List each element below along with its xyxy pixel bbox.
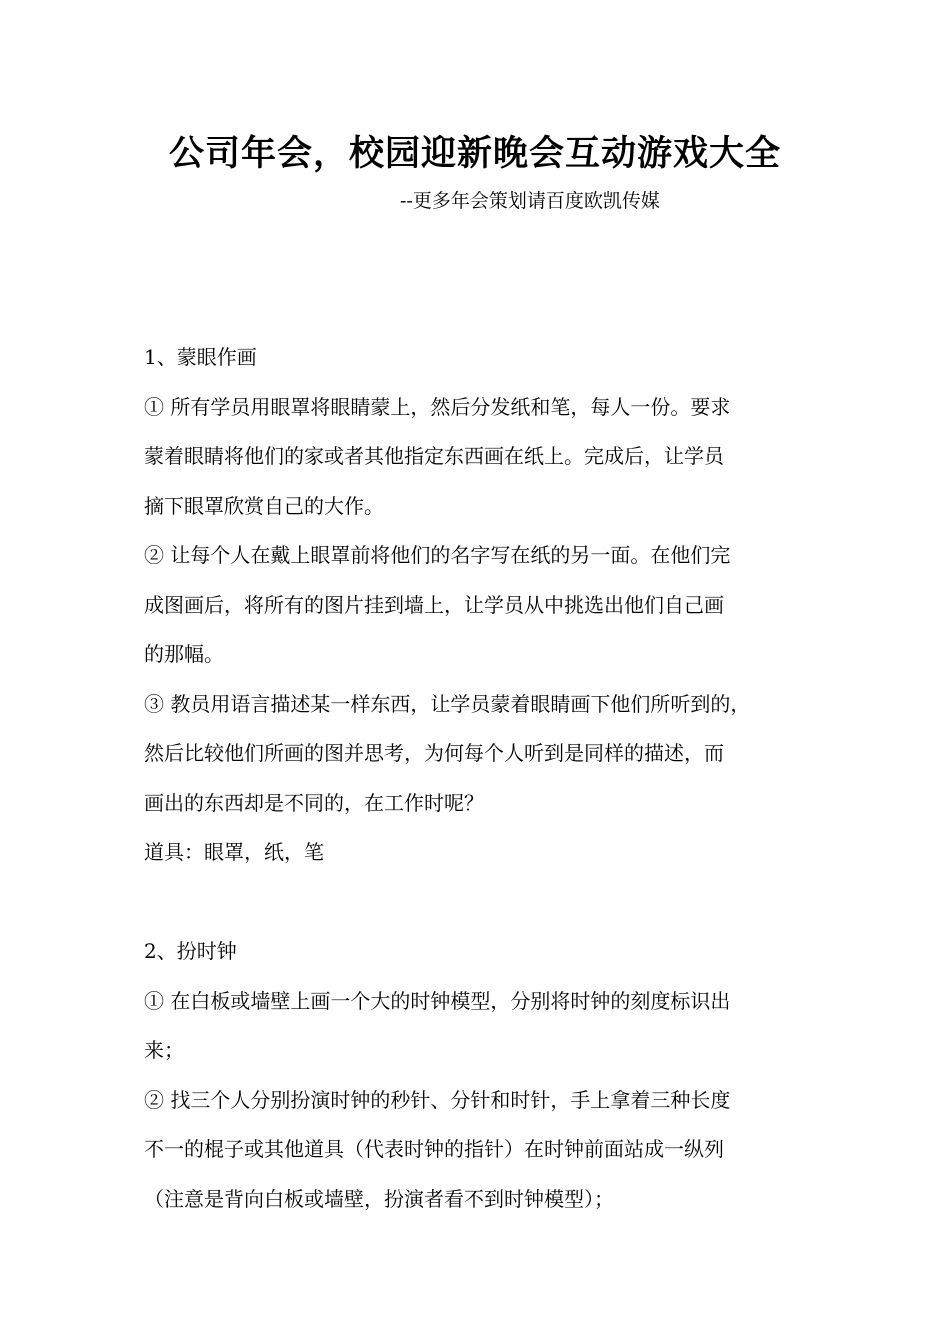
props-line: 道具：眼罩，纸，笔 — [144, 840, 324, 864]
paragraph-line: 蒙着眼睛将他们的家或者其他指定东西画在纸上。完成后，让学员 — [144, 444, 724, 468]
document-title: 公司年会，校园迎新晚会互动游戏大全 — [168, 133, 781, 174]
paragraph-line: （注意是背向白板或墙壁，扮演者看不到时钟模型）； — [144, 1186, 614, 1211]
paragraph-line: ② 找三个人分别扮演时钟的秒针、分针和时针，手上拿着三种长度 — [144, 1087, 731, 1112]
paragraph-line: ② 让每个人在戴上眼罩前将他们的名字写在纸的另一面。在他们完 — [144, 543, 731, 567]
paragraph-line: ① 在白板或墙壁上画一个大的时钟模型，分别将时钟的刻度标识出 — [144, 988, 731, 1013]
paragraph-line: ③ 教员用语言描述某一样东西，让学员蒙着眼睛画下他们所听到的， — [144, 691, 751, 716]
paragraph-line: ① 所有学员用眼罩将眼睛蒙上，然后分发纸和笔，每人一份。要求 — [144, 394, 731, 419]
paragraph-line: 成图画后，将所有的图片挂到墙上，让学员从中挑选出他们自己画 — [144, 592, 724, 617]
document-subtitle: --更多年会策划请百度欧凯传媒 — [400, 190, 660, 212]
paragraph-line: 来； — [144, 1038, 184, 1062]
section-heading: 2、扮时钟 — [144, 939, 237, 963]
section-spacer — [144, 878, 824, 928]
paragraph-line: 不一的棍子或其他道具（代表时钟的指针）在时钟前面站成一纵列 — [144, 1137, 724, 1161]
paragraph-line: 画出的东西却是不同的，在工作时呢？ — [144, 790, 484, 815]
paragraph-line: 然后比较他们所画的图并思考，为何每个人听到是同样的描述，而 — [144, 741, 724, 765]
document-body — [144, 333, 824, 1224]
section-heading: 1、蒙眼作画 — [144, 345, 257, 369]
paragraph-line: 的那幅。 — [144, 642, 224, 666]
paragraph-line: 摘下眼罩欣赏自己的大作。 — [144, 493, 384, 518]
